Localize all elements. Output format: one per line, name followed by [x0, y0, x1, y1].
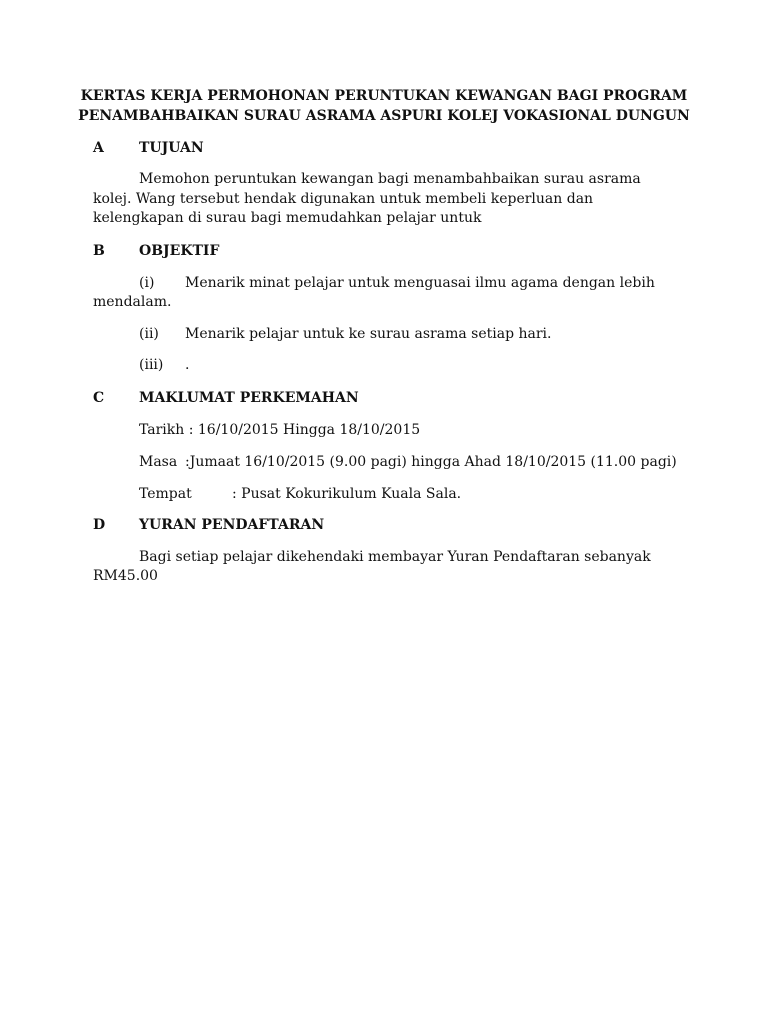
document-title-line-1: KERTAS KERJA PERMOHONAN PERUNTUKAN KEWANGAN BAGI PROGRAM	[80, 88, 688, 104]
section-b-heading: OBJEKTIF	[139, 243, 220, 259]
objective-2-number: (ii)	[139, 326, 159, 342]
section-a-heading: TUJUAN	[139, 140, 204, 156]
section-c-letter: C	[93, 390, 105, 406]
masa-value: :Jumaat 16/10/2015 (9.00 pagi) hingga Ahad 18/10/2015 (11.00 pagi)	[185, 454, 677, 470]
section-d-heading: YURAN PENDAFTARAN	[139, 517, 325, 533]
objective-1-number: (i)	[139, 275, 155, 291]
document-title-line-2: PENAMBAHBAIKAN SURAU ASRAMA ASPURI KOLEJ VOKASIONAL DUNGUN	[78, 108, 690, 124]
section-c-heading: MAKLUMAT PERKEMAHAN	[139, 390, 359, 406]
tempat-label: Tempat	[139, 486, 192, 502]
section-d-letter: D	[93, 517, 106, 533]
tempat-value: : Pusat Kokurikulum Kuala Sala.	[232, 486, 462, 502]
masa-label: Masa	[139, 454, 178, 470]
yuran-line-2: RM45.00	[93, 568, 158, 584]
objective-3-number: (iii)	[139, 357, 164, 373]
objective-1-text: Menarik minat pelajar untuk menguasai ilmu agama dengan lebih	[185, 275, 655, 291]
section-b-letter: B	[93, 243, 105, 259]
yuran-line-1: Bagi setiap pelajar dikehendaki membayar Yuran Pendaftaran sebanyak	[139, 549, 651, 565]
objective-2-text: Menarik pelajar untuk ke surau asrama setiap hari.	[185, 326, 552, 342]
section-a-letter: A	[93, 140, 104, 156]
objective-3-text: .	[185, 357, 190, 373]
section-a-paragraph: Memohon peruntukan kewangan bagi menambahbaikan surau asrama kolej. Wang tersebut hendak digunakan untuk membeli keperluan dan kelengkapan di surau bagi memudahkan pelajar untuk	[93, 171, 641, 226]
objective-1-continuation: mendalam.	[93, 294, 172, 310]
tarikh-line: Tarikh : 16/10/2015 Hingga 18/10/2015	[139, 422, 421, 438]
